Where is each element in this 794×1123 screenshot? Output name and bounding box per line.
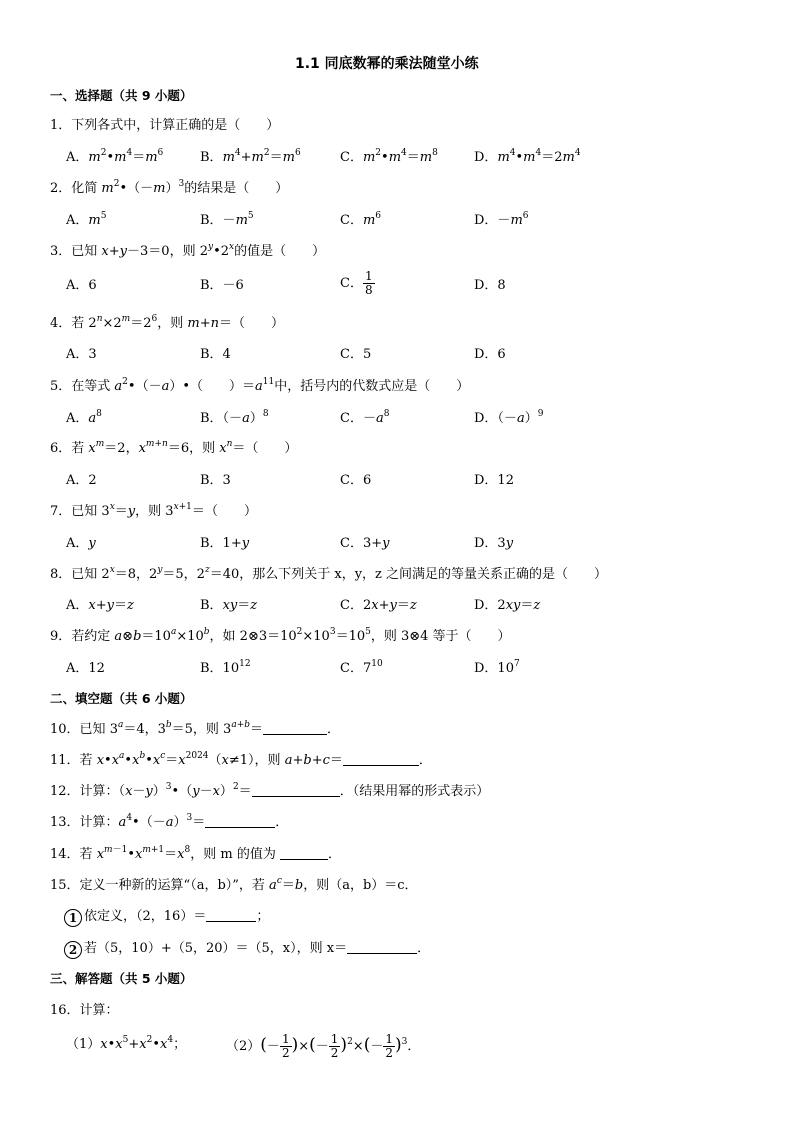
- q7-option-a[interactable]: A．y: [66, 536, 96, 551]
- q9-option-d[interactable]: D．$10^7$: [474, 659, 520, 676]
- q7-option-c[interactable]: C．3+y: [340, 536, 390, 551]
- answer-blank-15-1[interactable]: [206, 909, 256, 922]
- q1-option-c[interactable]: C．$m^2•m^4=m^8$: [340, 148, 438, 165]
- q3-option-b[interactable]: B．－6: [200, 278, 244, 293]
- q4-option-d[interactable]: D．6: [474, 347, 506, 362]
- q8-option-b[interactable]: B．xy＝z: [200, 598, 258, 613]
- q1-option-a[interactable]: A．$m^2•m^4=m^6$: [66, 148, 164, 165]
- question-16: 16．计算：: [50, 1003, 119, 1018]
- question-15-part-2: 2 若（5，10）+（5，20）＝（5，x），则 x＝ ．: [64, 940, 430, 959]
- question-7: 7．已知 $3^x=y$，则 $3^{x+1}=$（ ）: [50, 502, 257, 519]
- question-11: 11．若 $x•x^a•x^b•x^c=x^{2024}(x\ne 1)$，则 a+b+c＝ ．: [50, 751, 432, 768]
- question-16-part-1: $(1)x•x^5+x^2•x^4$；: [66, 1035, 187, 1052]
- q2-option-d[interactable]: D．$-m^6$: [474, 211, 529, 228]
- q2-option-a[interactable]: A．$m^5$: [66, 211, 107, 228]
- q1-option-b[interactable]: B．$m^4+m^2=m^6$: [200, 148, 301, 165]
- question-14: 14．若 $x^{m-1}•x^{m+1}=x^8$，则 m 的值为 ．: [50, 845, 341, 862]
- q9-option-b[interactable]: B．$10^{12}$: [200, 659, 251, 676]
- q6-option-b[interactable]: B．3: [200, 473, 231, 488]
- fraction-one-eighth: $\frac{1}{8}$: [364, 269, 373, 297]
- section-heading-answer: 三、解答题（共 5 小题）: [50, 971, 193, 986]
- q7-option-d[interactable]: D．3y: [474, 536, 514, 551]
- q2-option-c[interactable]: C．$m^6$: [340, 211, 382, 228]
- answer-blank-12[interactable]: [252, 784, 340, 797]
- section-heading-choice: 一、选择题（共 9 小题）: [50, 88, 193, 103]
- q7-option-b[interactable]: B．1+y: [200, 536, 250, 551]
- answer-blank-14[interactable]: [280, 847, 328, 860]
- q8-option-d[interactable]: D．2xy＝z: [474, 598, 541, 613]
- question-12: 12．计算：$(x-y)^3•(y-x)^2=$ ．（结果用幂的形式表示）: [50, 782, 490, 799]
- q4-option-a[interactable]: A．3: [66, 347, 97, 362]
- answer-blank-11[interactable]: [343, 753, 419, 766]
- q4-option-c[interactable]: C．5: [340, 347, 372, 362]
- q3-option-c[interactable]: C． $\frac{1}{8}$: [340, 269, 373, 297]
- q5-option-d[interactable]: D．$(-a)^9$: [474, 409, 544, 426]
- question-3: 3．已知 x+y－3＝0，则 2$^y$•2$^x$的值是（ ）: [50, 242, 326, 259]
- q2-option-b[interactable]: B．$-m^5$: [200, 211, 254, 228]
- q9-option-c[interactable]: C．$7^{10}$: [340, 659, 383, 676]
- question-5: 5．在等式 $a^2•(-a)•$（ ）$=a^{11}$中，括号内的代数式应是（ ）: [50, 377, 470, 394]
- question-10: 10．已知 $3^a=4$，$3^b=5$，则 $3^{a+b}=$ ．: [50, 720, 341, 737]
- q9-option-a[interactable]: A．12: [66, 661, 105, 676]
- q3-option-d[interactable]: D．8: [474, 278, 506, 293]
- q1-option-d[interactable]: D．$m^4•m^4=2m^4$: [474, 148, 581, 165]
- answer-blank-13[interactable]: [205, 815, 275, 828]
- question-15: 15．定义一种新的运算“（a，b）”，若 $a^c=b$，则（a，b）＝c．: [50, 876, 418, 893]
- question-15-part-1: 1 依定义，（2，16）＝ ；: [64, 908, 269, 927]
- circled-number-2: 2: [64, 941, 82, 959]
- question-9: 9．若约定 $a\otimes b=10^a\times 10^b$，如 $2\otimes 3=10^2\times 10^3=10^5$，则 3⊗4 等于（ ）: [50, 627, 511, 644]
- q6-option-c[interactable]: C．6: [340, 473, 372, 488]
- answer-blank-15-2[interactable]: [347, 941, 417, 954]
- q8-option-c[interactable]: C．2x+y＝z: [340, 598, 417, 613]
- question-13: 13．计算：$a^4•(-a)^3=$ ．: [50, 813, 289, 830]
- q5-option-a[interactable]: A．$a^8$: [66, 409, 102, 426]
- answer-blank-10[interactable]: [263, 722, 327, 735]
- question-16-part-2: （2）(－ $\frac{1}{2}$ )×(－ $\frac{1}{2}$ )$^2$×(－ $\frac{1}{2}$ )$^3$．: [226, 1032, 421, 1060]
- q8-option-a[interactable]: A．x+y＝z: [66, 598, 134, 613]
- q3-option-a[interactable]: A．6: [66, 278, 97, 293]
- question-8: 8．已知 $2^x=8$，$2^y=5$，$2^z=40$，那么下列关于 x，y，z 之间满足的等量关系正确的是（ ）: [50, 565, 608, 582]
- question-6: 6．若 $x^m=2$，$x^{m+n}=6$，则 $x^n=$（ ）: [50, 439, 298, 456]
- q6-option-a[interactable]: A．2: [66, 473, 97, 488]
- page-title: 1.1 同底数幂的乘法随堂小练: [295, 56, 479, 72]
- circled-number-1: 1: [64, 909, 82, 927]
- question-2: 2．化简 $m^2•(-m)^3$的结果是（ ）: [50, 179, 289, 196]
- section-heading-fill: 二、填空题（共 6 小题）: [50, 691, 193, 706]
- q5-option-c[interactable]: C．$-a^8$: [340, 409, 390, 426]
- q5-option-b[interactable]: B．$(-a)^8$: [200, 409, 269, 426]
- question-4: 4．若 $2^n\times 2^m=2^6$，则 m+n＝（ ）: [50, 314, 284, 331]
- question-1: 1．下列各式中，计算正确的是（ ）: [50, 118, 280, 133]
- q4-option-b[interactable]: B．4: [200, 347, 231, 362]
- q6-option-d[interactable]: D．12: [474, 473, 514, 488]
